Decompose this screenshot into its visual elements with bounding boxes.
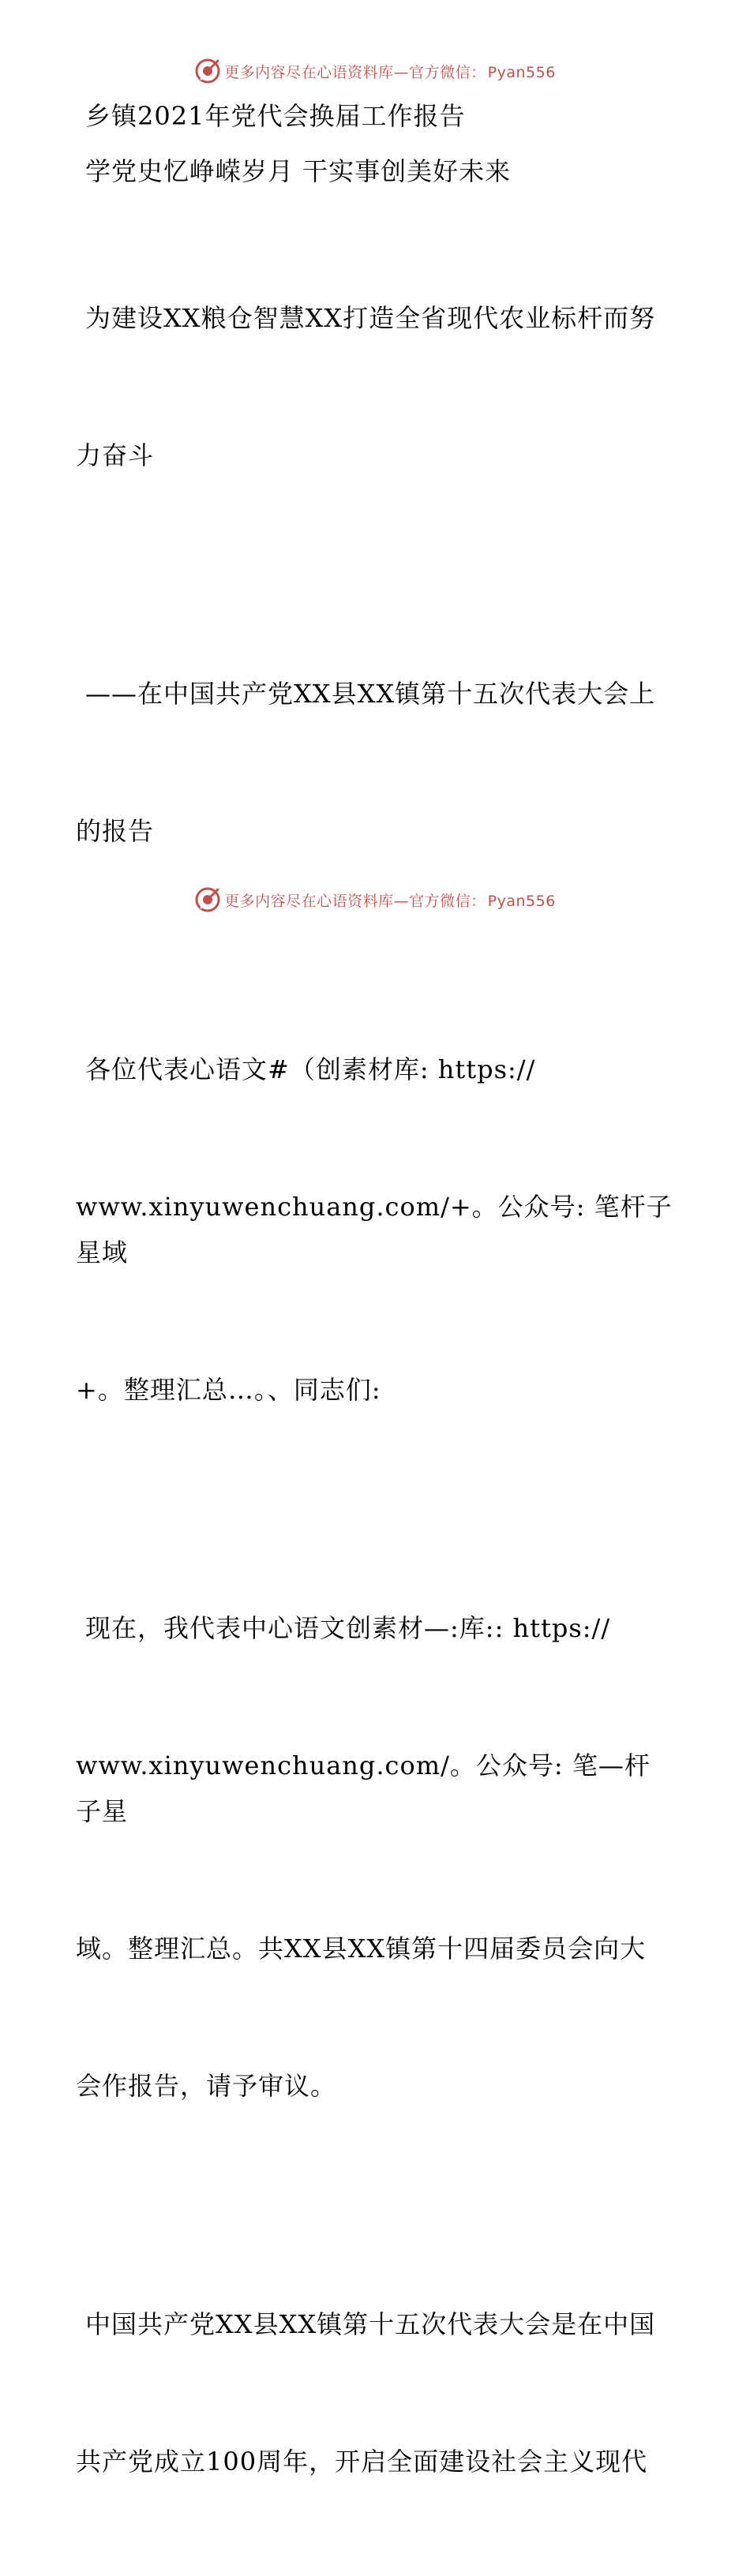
theme-line: 为建设XX粮仓智慧XX打造全省现代农业标杆而努 <box>85 303 656 333</box>
greeting-paragraph <box>76 955 676 1504</box>
pen-logo-icon <box>194 58 221 84</box>
greeting-line: 各位代表心语文#（创素材库: https:// <box>85 1054 536 1084</box>
byline-line: 的报告 <box>76 816 155 846</box>
greeting-line: www.xinyuwenchuang.com/+。公众号: 笔杆子星域 <box>76 1192 673 1267</box>
header-watermark-banner <box>0 55 750 87</box>
body-line: 共产党成立100周年，开启全面建设社会主义现代 <box>76 2447 648 2477</box>
theme-paragraph <box>76 204 676 570</box>
watermark-text: 更多内容尽在心语资料库—官方微信： Pyan556 <box>224 63 556 81</box>
intro-line: 域。整理汇总。共XX县XX镇第十四届委员会向大 <box>76 1934 647 1964</box>
footer-watermark-banner <box>0 884 750 915</box>
intro-paragraph <box>76 1514 676 2200</box>
body-paragraph <box>76 2210 676 2576</box>
byline-line: ——在中国共产党XX县XX镇第十五次代表大会上 <box>85 679 656 709</box>
watermark-text: 更多内容尽在心语资料库—官方微信： Pyan556 <box>224 892 556 910</box>
document-subtitle: 学党史忆峥嵘岁月 干实事创美好未来 <box>85 156 512 186</box>
document-body <box>76 93 676 2576</box>
body-line: 中国共产党XX县XX镇第十五次代表大会是在中国 <box>85 2309 656 2339</box>
wechat-id: Pyan556 <box>487 63 556 81</box>
intro-line: www.xinyuwenchuang.com/。公众号: 笔—杆子星 <box>76 1750 651 1826</box>
intro-line: 现在，我代表中心语文创素材—:库:: https:// <box>85 1613 611 1643</box>
pen-logo-icon <box>194 886 221 913</box>
greeting-line: +。整理汇总…。、同志们: <box>76 1375 381 1405</box>
intro-line: 会作报告，请予审议。 <box>76 2071 337 2101</box>
theme-line: 力奋斗 <box>76 440 155 470</box>
wechat-id: Pyan556 <box>487 892 556 910</box>
document-title: 乡镇2021年党代会换届工作报告 <box>85 101 466 131</box>
